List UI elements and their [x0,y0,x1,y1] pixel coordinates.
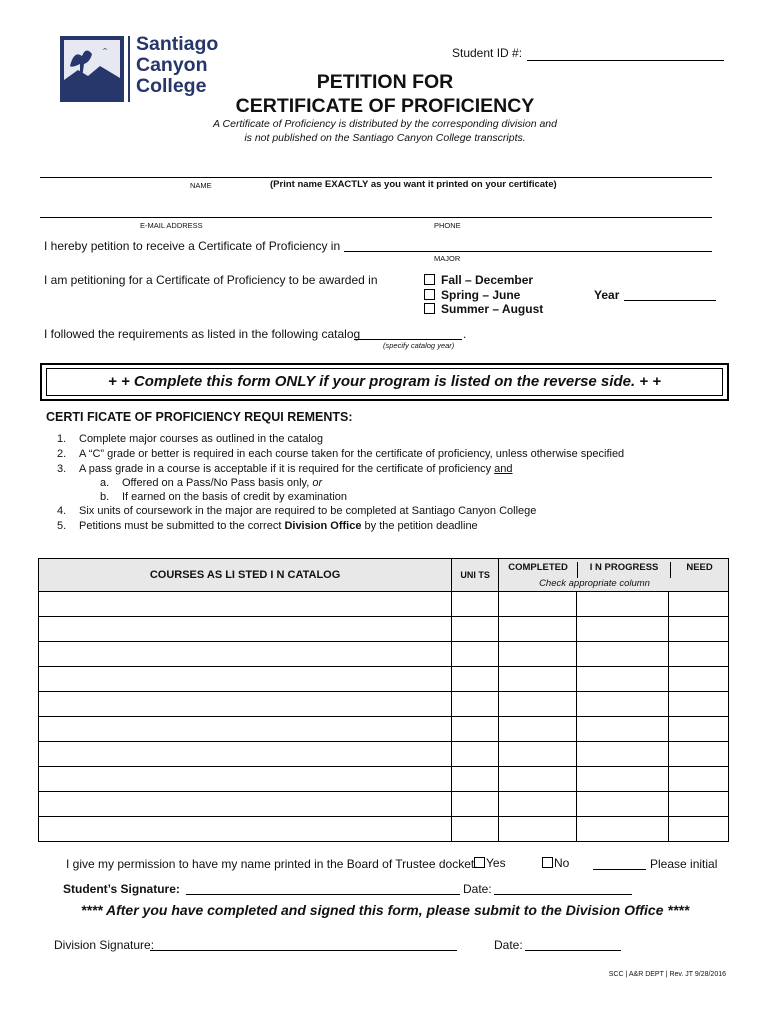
catalog-year-field[interactable] [354,339,462,340]
units-cell[interactable] [452,592,499,617]
requirement-text: A “C” grade or better is required in each course taken for the certificate of proficiency, unless otherwise specified [79,448,625,460]
courses-table [38,558,729,842]
student-id-label: Student ID #: [452,46,523,60]
subitem-or: or [312,477,323,489]
logo-line-3: College [136,75,207,97]
requirement-and: and [494,463,513,475]
term-spring-label: Spring – June [441,288,521,302]
status-header [499,559,729,592]
in-progress-cell[interactable] [577,817,669,842]
term-summer-label: Summer – August [441,302,544,316]
units-cell[interactable] [452,767,499,792]
submit-instruction: **** After you have completed and signed this form, please submit to the Division Office **** [80,902,690,918]
name-field[interactable] [40,177,712,178]
in-progress-cell[interactable] [577,692,669,717]
need-header: NEED [686,561,713,573]
please-initial-label: Please initial [650,857,718,871]
requirement-text: Petitions must be submitted to the correct [79,520,282,532]
requirement-subitem [100,477,322,489]
course-cell[interactable] [39,692,452,717]
no-label: No [554,856,570,870]
student-date-label: Date: [463,882,492,896]
division-date-label: Date: [494,938,523,952]
units-cell[interactable] [452,617,499,642]
in-progress-cell[interactable] [577,592,669,617]
table-row [39,792,729,817]
subtitle-line-2: is not published on the Santiago Canyon College transcripts. [244,132,526,144]
completed-cell[interactable] [499,692,577,717]
division-date-field[interactable] [525,950,621,951]
yes-checkbox[interactable] [474,857,485,868]
table-header-row [39,559,729,592]
subitem-text: If earned on the basis of credit by examination [122,491,348,503]
in-progress-cell[interactable] [577,767,669,792]
need-cell[interactable] [669,767,729,792]
in-progress-cell[interactable] [577,742,669,767]
term-spring-option[interactable] [424,288,520,302]
requirement-bold: Division Office [284,520,362,532]
need-cell[interactable] [669,642,729,667]
major-field[interactable] [344,251,712,252]
fall-checkbox[interactable] [424,274,435,285]
catalog-year-note: (specify catalog year) [383,341,455,350]
logo-divider [128,36,130,102]
permission-no-option[interactable] [542,856,569,870]
courses-header: COURSES AS LI STED I N CATALOG [39,559,452,592]
table-row [39,667,729,692]
completed-cell[interactable] [499,667,577,692]
form-title-line-2: CERTIFICATE OF PROFICIENCY [235,95,535,117]
requirement-subitem [100,491,347,503]
summer-checkbox[interactable] [424,303,435,314]
subtitle-line-1: A Certificate of Proficiency is distributed by the corresponding division and [213,118,557,130]
revision-footer: SCC | A&R DEPT | Rev. JT 9/28/2016 [608,971,726,978]
requirement-tail: by the petition deadline [364,520,478,532]
table-row [39,592,729,617]
term-fall-label: Fall – December [441,273,534,287]
completed-cell[interactable] [499,617,577,642]
subitem-text: Offered on a Pass/No Pass basis only, [122,477,310,489]
course-cell[interactable] [39,717,452,742]
student-id-field[interactable] [527,60,724,61]
requirement-number: 3. [57,463,67,475]
in-progress-header: I N PROGRESS [578,562,671,578]
requirement-text: Six units of coursework in the major are required to be completed at Santiago Canyon College [79,505,537,517]
course-cell[interactable] [39,817,452,842]
requirement-number: 4. [57,505,67,517]
units-cell[interactable] [452,792,499,817]
in-progress-cell[interactable] [577,617,669,642]
completed-cell[interactable] [499,767,577,792]
email-label: E-MAIL ADDRESS [140,221,203,230]
course-cell[interactable] [39,742,452,767]
banner-text: + + Complete this form ONLY if your program is listed on the reverse side. + + [46,368,723,396]
student-signature-label: Student’s Signature: [63,882,180,896]
permission-yes-option[interactable] [474,856,506,870]
need-cell[interactable] [669,617,729,642]
in-progress-cell[interactable] [577,717,669,742]
need-cell[interactable] [669,592,729,617]
table-row [39,817,729,842]
course-cell[interactable] [39,667,452,692]
catalog-period: . [463,327,467,341]
completed-cell[interactable] [499,592,577,617]
reverse-side-banner [40,363,729,401]
completed-cell[interactable] [499,792,577,817]
need-cell[interactable] [669,817,729,842]
requirement-number: 5. [57,520,67,532]
year-label: Year [594,288,620,302]
units-header: UNI TS [452,559,499,592]
no-checkbox[interactable] [542,857,553,868]
logo-emblem-icon [60,36,124,102]
units-cell[interactable] [452,742,499,767]
table-row [39,717,729,742]
student-signature-field[interactable] [186,894,460,895]
need-cell[interactable] [669,717,729,742]
completed-cell[interactable] [499,717,577,742]
units-cell[interactable] [452,817,499,842]
requirement-item [57,520,478,532]
completed-cell[interactable] [499,742,577,767]
course-cell[interactable] [39,767,452,792]
check-column-note: Check appropriate column [539,577,650,589]
in-progress-cell[interactable] [577,642,669,667]
in-progress-cell[interactable] [577,792,669,817]
award-statement: I am petitioning for a Certificate of Proficiency to be awarded in [44,273,378,287]
units-cell[interactable] [452,642,499,667]
phone-label: PHONE [434,221,461,230]
term-fall-option[interactable] [424,273,533,287]
yes-label: Yes [486,856,506,870]
year-field[interactable] [624,300,716,301]
units-cell[interactable] [452,692,499,717]
term-summer-option[interactable] [424,302,543,316]
course-cell[interactable] [39,792,452,817]
need-cell[interactable] [669,792,729,817]
course-cell[interactable] [39,592,452,617]
table-row [39,692,729,717]
need-cell[interactable] [669,667,729,692]
requirement-text: Complete major courses as outlined in the catalog [79,433,323,445]
table-row [39,767,729,792]
requirement-number: 2. [57,448,67,460]
logo-line-2: Canyon [136,54,208,76]
completed-cell[interactable] [499,642,577,667]
permission-statement: I give my permission to have my name printed in the Board of Trustee docket. [66,857,478,871]
subitem-letter: b. [100,491,110,503]
course-cell[interactable] [39,617,452,642]
name-label: NAME [190,181,212,190]
completed-header: COMPLETED [499,562,578,578]
course-cell[interactable] [39,642,452,667]
division-signature-label: Division Signature: [54,938,155,952]
table-row [39,642,729,667]
requirement-item [57,433,323,445]
petition-statement: I hereby petition to receive a Certificate of Proficiency in [44,239,341,253]
division-signature-field[interactable] [150,950,457,951]
requirement-text: A pass grade in a course is acceptable if it is required for the certificate of proficiency [79,463,492,475]
completed-cell[interactable] [499,817,577,842]
in-progress-cell[interactable] [577,667,669,692]
student-date-field[interactable] [494,894,632,895]
requirement-number: 1. [57,433,67,445]
spring-checkbox[interactable] [424,289,435,300]
requirement-item [57,448,624,460]
print-name-note: (Print name EXACTLY as you want it printed on your certificate) [270,179,557,190]
table-row [39,617,729,642]
subitem-letter: a. [100,477,110,489]
logo-line-1: Santiago [136,33,219,55]
need-cell[interactable] [669,742,729,767]
major-label: MAJOR [434,254,461,263]
form-subtitle [170,117,600,145]
catalog-statement: I followed the requirements as listed in the following catalog [44,327,361,341]
table-row [39,742,729,767]
requirement-item [57,463,513,475]
form-title-line-1: PETITION FOR [316,71,454,93]
requirements-heading: CERTI FICATE OF PROFICIENCY REQUI REMENTS: [46,410,353,424]
units-cell[interactable] [452,667,499,692]
initial-field[interactable] [593,869,646,870]
email-phone-field[interactable] [40,217,712,218]
requirement-item [57,505,536,517]
need-cell[interactable] [669,692,729,717]
units-cell[interactable] [452,717,499,742]
